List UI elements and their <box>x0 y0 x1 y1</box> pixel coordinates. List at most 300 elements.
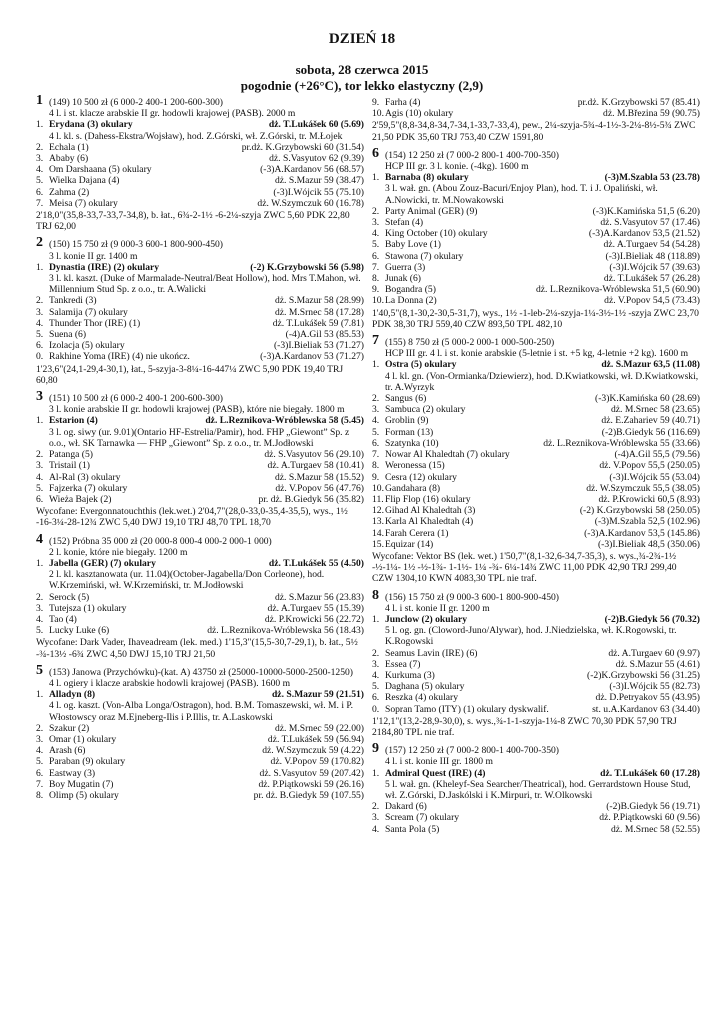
runner-position: 3. <box>372 217 380 229</box>
runner-row <box>372 768 700 779</box>
runner-row <box>372 704 700 715</box>
runner-position: 6. <box>372 437 380 449</box>
runner-position: 7. <box>36 778 44 790</box>
jockey-info: dż. T.Lukášek 60 (17.28) <box>600 767 700 779</box>
runner-row <box>372 108 700 119</box>
runner-position: 4. <box>372 228 380 240</box>
race-header-text: (152) Próbna 35 000 zł (20 000-8 000-4 000-2 000-1 000) <box>49 535 272 547</box>
horse-name: Equizar (14) <box>385 538 434 550</box>
horse-name: Stefan (4) <box>385 217 424 229</box>
runner-position: 8. <box>372 273 380 285</box>
jockey-info: dż. T.Lukášek 57 (26.28) <box>603 273 700 285</box>
runner-position: 4. <box>36 745 44 757</box>
runner-row <box>36 790 364 801</box>
jockey-info: (-3)A.Kardanov 53 (71.27) <box>260 351 364 363</box>
runner-row <box>36 318 364 329</box>
race-result: 2'59,5"(8,8-34,8-34,7-34,1-33,7-33,4), pew., 2¼-szyja-5¾-4-1½-3-2¼-8½-5¾ ZWC 21,50 PDK 35,60 TRJ 753,40 CZW 1591,80 <box>372 120 696 143</box>
race-header <box>36 93 364 108</box>
runner-position: 12. <box>372 505 384 517</box>
runner-position: 2. <box>36 141 44 153</box>
runner-position: 5. <box>36 625 44 637</box>
horse-name: Agis (10) okulary <box>385 108 454 120</box>
horse-name: King October (10) okulary <box>385 228 488 240</box>
runner-row <box>372 681 700 692</box>
jockey-info: dż. M.Srnec 58 (17.28) <box>275 306 364 318</box>
jockey-info: pr.dż. K.Grzybowski 57 (85.41) <box>577 97 700 108</box>
horse-name: Ababy (6) <box>49 153 89 165</box>
runner-position: 4. <box>36 613 44 625</box>
race-number: 6 <box>372 145 379 161</box>
horse-name: Flip Flop (16) okulary <box>385 493 471 505</box>
right-column <box>372 97 700 842</box>
runner-row <box>36 756 364 767</box>
runner-row <box>36 198 364 209</box>
horse-name: Barnaba (8) okulary <box>385 172 469 184</box>
jockey-info: (-3)A.Kardanov 56 (68.57) <box>260 164 364 176</box>
jockey-info: dż. V.Popov 54,5 (73.43) <box>604 295 700 307</box>
horse-name: Om Darshaana (5) okulary <box>49 164 152 176</box>
horse-name: Gandahara (8) <box>385 482 441 494</box>
jockey-info: dż. T.Lukášek 59 (56.94) <box>267 733 364 745</box>
runner-row <box>36 119 364 130</box>
horse-name: Szakur (2) <box>49 722 90 734</box>
jockey-info: dż. P.Krowicki 56 (22.72) <box>264 613 364 625</box>
runner-row <box>372 659 700 670</box>
runner-row <box>36 592 364 603</box>
runner-row <box>372 295 700 306</box>
race-block <box>372 145 700 330</box>
jockey-info: dż. M.Srnec 59 (22.00) <box>275 722 364 734</box>
jockey-info: (-3)I.Wójcik 57 (39.63) <box>609 261 700 273</box>
horse-name: Kurkuma (3) <box>385 669 435 681</box>
runner-position: 5. <box>36 756 44 768</box>
runner-position: 5. <box>372 239 380 251</box>
runner-position: 5. <box>372 426 380 438</box>
horse-name: Eastway (3) <box>49 767 96 779</box>
horse-name: Thunder Thor (IRE) (1) <box>49 317 141 329</box>
race-header-text: (151) 10 500 zł (6 000-2 400-1 200-600-300) <box>49 393 223 405</box>
horse-name: Meisa (7) okulary <box>49 197 118 209</box>
horse-name: Tao (4) <box>49 613 77 625</box>
race-result: Wycofane: Evergonnatouchthis (lek.wet.) 2'04,7"(28,0-33,0-35,4-35,5), wys., 1½ -16-3¼-28-12¾ ZWC 5,40 DWJ 19,10 TRJ 48,70 TPL 18,70 <box>36 506 348 529</box>
jockey-info: (-4)A.Gil 55,5 (79.56) <box>614 449 700 461</box>
runner-row <box>36 483 364 494</box>
horse-name: Reszka (4) okulary <box>385 692 458 704</box>
date-line: sobota, 28 czerwca 2015 <box>295 62 429 77</box>
runner-row <box>372 393 700 404</box>
jockey-info: dż. V.Popov 55,5 (250.05) <box>599 460 700 472</box>
winner-details: 4 l. og. kaszt. (Von-Alba Longa/Ostragon), hod. B.M. Tomaszewski, wł. M. i P. Włostowscy oraz M.Ejneberg-Ilis i P.Illis, tr. A.Laskowski <box>49 700 354 723</box>
horse-name: Guerra (3) <box>385 261 426 273</box>
race-header-text: (150) 15 750 zł (9 000-3 600-1 800-900-450) <box>49 239 223 251</box>
horse-name: Tristail (1) <box>49 460 90 472</box>
jockey-info: dż. V.Popov 59 (170.82) <box>270 756 364 768</box>
runner-position: 10. <box>372 108 384 120</box>
runner-row <box>36 415 364 426</box>
horse-name: Suena (6) <box>49 329 87 341</box>
race-conditions: 4 l. i st. konie II gr. 1200 m <box>385 602 490 614</box>
runner-position: 6. <box>372 692 380 704</box>
jockey-info: (-3)I.Wójcik 55 (82.73) <box>609 681 700 693</box>
runner-position: 6. <box>36 493 44 505</box>
race-number: 1 <box>36 93 43 108</box>
horse-name: Tutejsza (1) okulary <box>49 602 127 614</box>
horse-name: Zahma (2) <box>49 186 90 198</box>
jockey-info: dż. V.Popov 56 (47.76) <box>275 482 364 494</box>
jockey-info: dż. M.Březina 59 (90.75) <box>603 108 700 120</box>
horse-name: Al-Ral (3) okulary <box>49 471 121 483</box>
jockey-info: pr. dż. B.Giedyk 56 (35.82) <box>258 493 364 505</box>
runner-row <box>372 251 700 262</box>
horse-name: Sangus (6) <box>385 393 427 405</box>
horse-name: Farha (4) <box>385 97 421 108</box>
runner-row <box>36 142 364 153</box>
runner-position: 0. <box>372 703 380 715</box>
winner-details: 3 l. og. siwy (ur. 9.01)(Ontario HF-Estrelia/Pamir), hod. FHP „Giewont” Sp. z o.o., wł. SK Tarnawka — FHP „Giewont” Sp. z o.o., tr. M.Jodłowski <box>49 426 350 449</box>
runner-row <box>36 449 364 460</box>
runner-position: 3. <box>36 602 44 614</box>
runner-row <box>372 801 700 812</box>
runner-position: 8. <box>372 460 380 472</box>
runner-row <box>372 427 700 438</box>
runner-row <box>372 273 700 284</box>
jockey-info: dż. S.Mazur 56 (23.83) <box>275 591 364 603</box>
jockey-info: dż. S.Mazur 63,5 (11.08) <box>601 359 700 371</box>
runner-position: 2. <box>36 295 44 307</box>
jockey-info: (-3)I.Wójcik 55 (75.10) <box>273 186 364 198</box>
horse-name: Party Animal (GER) (9) <box>385 205 478 217</box>
runner-position: 1. <box>36 415 44 427</box>
jockey-info: (-3)I.Wójcik 55 (53.04) <box>609 471 700 483</box>
horse-name: Sambuca (2) okulary <box>385 404 466 416</box>
winner-details: 4 l. kl. gn. (Von-Ormianka/Dziewierz), hod. D.Kwiatkowski, wł. D.Kwiatkowski, tr. A.Wyrzyk <box>385 370 699 393</box>
jockey-info: dż. T.Lukášek 59 (7.81) <box>272 317 364 329</box>
runner-row <box>36 779 364 790</box>
runner-position: 15. <box>372 538 384 550</box>
runner-position: 4. <box>36 471 44 483</box>
race-header <box>36 531 364 547</box>
runner-row <box>372 648 700 659</box>
race-header-text: (156) 15 750 zł (9 000-3 600-1 800-900-450) <box>385 591 559 603</box>
horse-name: Olimp (5) okulary <box>49 789 119 801</box>
runner-position: 6. <box>36 767 44 779</box>
horse-name: Omar (1) okulary <box>49 733 117 745</box>
horse-name: Santa Pola (5) <box>385 823 440 835</box>
race-block <box>36 531 364 660</box>
runner-position: 1. <box>372 359 380 371</box>
jockey-info: (-3)K.Kamińska 51,5 (6.20) <box>592 205 700 217</box>
runner-row <box>36 262 364 273</box>
jockey-info: dż. S.Vasyutov 57 (17.46) <box>600 217 700 229</box>
runner-row <box>36 614 364 625</box>
jockey-info: (-3)I.Bieliak 48,5 (350.06) <box>597 538 700 550</box>
runner-position: 3. <box>36 460 44 472</box>
runner-row <box>36 153 364 164</box>
runner-row <box>372 472 700 483</box>
race-number: 9 <box>372 741 379 757</box>
horse-name: Salamija (7) okulary <box>49 306 128 318</box>
runner-row <box>372 172 700 183</box>
runner-position: 5. <box>36 329 44 341</box>
jockey-info: (-2) K.Grzybowski 58 (250.05) <box>579 505 700 517</box>
race-header-text: (157) 12 250 zł (7 000-2 800-1 400-700-350) <box>385 745 559 757</box>
runner-position: 10. <box>372 482 384 494</box>
runner-row <box>372 670 700 681</box>
winner-details: 4 l. kl. s. (Dahess-Ekstra/Wojsław), hod. Z.Górski, wł. Z.Górski, tr. M.Łojek <box>49 130 343 142</box>
runner-position: 13. <box>372 516 384 528</box>
runner-position: 1. <box>372 767 380 779</box>
jockey-info: (-4)A.Gil 53 (85.53) <box>285 329 364 341</box>
race-conditions: 2 l. konie, które nie biegały. 1200 m <box>49 546 188 558</box>
horse-name: Forman (13) <box>385 426 434 438</box>
horse-name: Patanga (5) <box>49 449 93 461</box>
race-conditions: 4 l. ogiery i klacze arabskie hodowli krajowej (PASB). 1600 m <box>49 677 291 689</box>
jockey-info: pr. dż. B.Giedyk 59 (107.55) <box>253 789 364 801</box>
runner-position: 3. <box>36 153 44 165</box>
horse-name: Wieża Bajek (2) <box>49 493 112 505</box>
race-conditions: 4 l. i st. konie III gr. 1800 m <box>385 756 493 768</box>
runner-position: 2. <box>372 801 380 813</box>
jockey-info: dż. A.Turgaev 54 (54.28) <box>603 239 700 251</box>
jockey-info: dż. D.Petryakov 55 (43.95) <box>595 692 700 704</box>
runner-row <box>36 689 364 700</box>
jockey-info: dż. S.Vasyutov 59 (207.42) <box>259 767 364 779</box>
jockey-info: dż. L.Reznikova-Wróblewska 55 (33.66) <box>543 437 700 449</box>
runner-row <box>372 449 700 460</box>
runner-position: 4. <box>372 823 380 835</box>
runner-position: 2. <box>36 591 44 603</box>
runner-row <box>372 284 700 295</box>
runner-row <box>372 415 700 426</box>
jockey-info: dż. S.Mazur 58 (15.52) <box>275 471 364 483</box>
runner-position: 5. <box>36 482 44 494</box>
runner-row <box>36 340 364 351</box>
jockey-info: (-2)B.Giedyk 56 (70.32) <box>604 613 700 625</box>
runner-position: 3. <box>372 812 380 824</box>
race-conditions: HCP III gr. 3 l. konie. (-4kg). 1600 m <box>385 161 529 173</box>
jockey-info: dż. L.Reznikova-Wróblewska 56 (18.43) <box>207 625 364 637</box>
runner-position: 2. <box>372 647 380 659</box>
runner-row <box>372 217 700 228</box>
runner-row <box>36 734 364 745</box>
runner-position: 7. <box>372 449 380 461</box>
horse-name: Erydana (3) okulary <box>49 119 133 131</box>
runner-row <box>372 359 700 370</box>
jockey-info: dż. S.Mazur 59 (38.47) <box>275 175 364 187</box>
jockey-info: st. u.A.Kardanov 63 (34.40) <box>592 703 700 715</box>
horse-name: Bogandra (5) <box>385 284 436 296</box>
race-block <box>372 741 700 835</box>
race-block <box>36 93 364 233</box>
jockey-info: dż. W.Szymczuk 55,5 (38.05) <box>586 482 700 494</box>
race-block <box>372 97 700 143</box>
runner-row <box>372 228 700 239</box>
runner-position: 2. <box>36 449 44 461</box>
runner-row <box>372 262 700 273</box>
runner-position: 3. <box>36 306 44 318</box>
weather-line: pogodnie (+26°C), tor lekko elastyczny (2,9) <box>240 78 484 93</box>
runner-row <box>372 206 700 217</box>
runner-position: 1. <box>36 689 44 701</box>
jockey-info: (-2) K.Grzybowski 56 (5.98) <box>250 261 364 273</box>
horse-name: Cesra (12) okulary <box>385 471 457 483</box>
horse-name: Ostra (5) okulary <box>385 359 457 371</box>
jockey-info: dż. M.Srnec 58 (23.65) <box>611 404 700 416</box>
race-header <box>36 235 364 251</box>
horse-name: Izolacja (5) okulary <box>49 340 125 352</box>
jockey-info: pr.dż. K.Grzybowski 60 (31.54) <box>241 141 364 153</box>
jockey-info: (-3)M.Szabla 52,5 (102.96) <box>594 516 700 528</box>
race-header-text: (154) 12 250 zł (7 000-2 800-1 400-700-350) <box>385 149 559 161</box>
runner-position: 2. <box>372 205 380 217</box>
runner-row <box>372 692 700 703</box>
jockey-info: dż. T.Lukášek 60 (5.69) <box>268 119 364 131</box>
runner-row <box>372 404 700 415</box>
horse-name: Jabella (GER) (7) okulary <box>49 557 156 569</box>
horse-name: Boy Mugatin (7) <box>49 778 114 790</box>
race-header <box>372 333 700 349</box>
horse-name: Paraban (9) okulary <box>49 756 126 768</box>
race-header-text: (153) Janowa (Przychówku)-(kat. A) 43750 zł (25000-10000-5000-2500-1250) <box>49 666 354 678</box>
horse-name: Arash (6) <box>49 745 86 757</box>
runner-position: 9. <box>372 97 380 108</box>
runner-row <box>36 768 364 779</box>
runner-position: 0. <box>36 351 44 363</box>
runner-row <box>372 539 700 550</box>
jockey-info: dż. S.Mazur 55 (4.61) <box>615 658 700 670</box>
runner-row <box>36 351 364 362</box>
runner-row <box>372 494 700 505</box>
jockey-info: dż. A.Turgaev 55 (15.39) <box>267 602 364 614</box>
race-header <box>36 662 364 678</box>
jockey-info: (-3)M.Szabla 53 (23.78) <box>604 172 700 184</box>
race-block <box>36 662 364 801</box>
jockey-info: (-3)K.Kamińska 60 (28.69) <box>595 393 700 405</box>
jockey-info: (-2)B.Giedyk 56 (19.71) <box>606 801 700 813</box>
jockey-info: dż. E.Zahariev 59 (40.71) <box>601 415 700 427</box>
winner-details: 5 l. og. gn. (Cloword-Juno/Alywar), hod. J.Niedzielska, wł. K.Rogowski, tr. K.Rogowski <box>385 625 677 648</box>
jockey-info: (-3)I.Bieliak 53 (71.27) <box>273 340 364 352</box>
horse-name: Gihad Al Khaledtah (3) <box>385 505 476 517</box>
runner-row <box>372 824 700 835</box>
horse-name: Groblin (9) <box>385 415 429 427</box>
runner-row <box>372 239 700 250</box>
runner-row <box>372 438 700 449</box>
runner-row <box>372 516 700 527</box>
jockey-info: dż. L.Reznikova-Wróblewska 58 (5.45) <box>205 415 364 427</box>
runner-position: 7. <box>372 261 380 273</box>
race-block <box>36 389 364 529</box>
runner-row <box>372 505 700 516</box>
race-number: 8 <box>372 587 379 603</box>
race-conditions: 3 l. konie II gr. 1400 m <box>49 250 138 262</box>
horse-name: Estarion (4) <box>49 415 98 427</box>
runner-row <box>36 558 364 569</box>
runner-row <box>372 812 700 823</box>
runner-position: 2. <box>372 393 380 405</box>
jockey-info: dż. S.Vasyutov 56 (29.10) <box>264 449 364 461</box>
horse-name: Wielka Dajana (4) <box>49 175 120 187</box>
jockey-info: dż. P.Piątkowski 60 (9.56) <box>599 812 700 824</box>
runner-position: 4. <box>372 415 380 427</box>
jockey-info: dż. A.Turgaev 58 (10.41) <box>267 460 364 472</box>
race-result: 1'40,5"(8,1-30,2-30,5-31,7), wys., 1½ -1-leb-2¼-szyja-1¼-3½-1½ -szyja ZWC 23,70 PDK 38,30 TRJ 559,40 CZW 893,50 TPL 482,10 <box>372 307 699 330</box>
race-conditions: 4 l. i st. klacze arabskie II gr. hodowli krajowej (PASB). 2000 m <box>49 108 296 120</box>
runner-row <box>36 307 364 318</box>
horse-name: Essea (7) <box>385 658 421 670</box>
horse-name: Dynastia (IRE) (2) okulary <box>49 261 160 273</box>
runner-position: 1. <box>36 261 44 273</box>
runner-row <box>36 494 364 505</box>
runner-position: 7. <box>36 197 44 209</box>
race-result: 2'18,0"(35,8-33,7-33,7-34,8), b. łat., 6¾-2-1½ -6-2¼-szyja ZWC 5,60 PDK 22,80 TRJ 62,00 <box>36 210 350 233</box>
runner-position: 6. <box>372 250 380 262</box>
winner-details: 2 l. kl. kasztanowata (ur. 11.04)(October-Jagabella/Don Corleone), hod. W.Krzemiński, wł. W.Krzemiński, tr. M.Jodłowski <box>49 569 325 592</box>
runner-row <box>36 745 364 756</box>
race-result: 1'23,6"(24,1-29,4-30,1), łat., 5-szyja-3-8¼-16-447¼ ZWC 5,90 PDK 19,40 TRJ 60,80 <box>36 363 344 386</box>
race-result: 1'12,1"(13,2-28,9-30,0), s. wys.,¾-1-1-szyja-1¼-8 ZWC 70,30 PDK 57,90 TRJ 2184,80 TPL nie traf. <box>372 715 677 738</box>
runner-position: 3. <box>372 404 380 416</box>
runner-position: 4. <box>36 164 44 176</box>
runner-position: 5. <box>36 175 44 187</box>
race-number: 7 <box>372 333 379 349</box>
horse-name: Weronessa (15) <box>385 460 445 472</box>
runner-row <box>36 603 364 614</box>
horse-name: Seamus Lavin (IRE) (6) <box>385 647 478 659</box>
jockey-info: (-2)B.Giedyk 56 (116.69) <box>601 426 700 438</box>
runner-row <box>372 460 700 471</box>
horse-name: Serock (5) <box>49 591 90 603</box>
jockey-info: (-3)A.Kardanov 53,5 (145.86) <box>584 527 700 539</box>
winner-details: 5 l. wał. gn. (Kheleyf-Sea Searcher/Theatrical), hod. Gerrardstown House Stud, wł. Z.Górski, D.Jaskólski i K.Mirpuri, tr. W.Olkowski <box>385 778 691 801</box>
race-result: Wycofane: Dark Vader, Ihaveadream (lek. med.) 1'15,3"(15,5-30,7-29,1), b. łat., 5½ -¾-13½ -6¾ ZWC 4,50 DWJ 15,10 TRJ 21,50 <box>36 637 358 660</box>
race-header <box>372 587 700 603</box>
runner-position: 3. <box>372 658 380 670</box>
runner-row <box>36 295 364 306</box>
runner-position: 10. <box>372 295 384 307</box>
jockey-info: dż. S.Mazur 59 (21.51) <box>271 689 364 701</box>
runner-position: 4. <box>372 669 380 681</box>
runner-row <box>36 460 364 471</box>
race-header <box>372 145 700 161</box>
winner-details: 3 l. kl. kaszt. (Duke of Marmalade-Neutral/Beat Hollow), hod. Mrs T.Mahon, wł. Millennium Stud Sp. z o.o., tr. A.Walicki <box>49 273 361 296</box>
horse-name: La Donna (2) <box>385 295 437 307</box>
race-conditions: HCP III gr. 4 l. i st. konie arabskie (5-letnie i st. +5 kg, 4-letnie +2 kg). 1600 m <box>385 348 689 360</box>
horse-name: Admiral Quest (IRE) (4) <box>385 767 486 779</box>
race-number: 2 <box>36 235 43 251</box>
race-header <box>36 389 364 405</box>
runner-position: 1. <box>36 119 44 131</box>
runner-row <box>36 164 364 175</box>
horse-name: Baby Love (1) <box>385 239 441 251</box>
race-header <box>372 741 700 757</box>
runner-row <box>372 97 700 108</box>
page-title: DZIEŃ 18 <box>328 31 396 47</box>
race-number: 3 <box>36 389 43 405</box>
jockey-info: (-3)A.Kardanov 53,5 (21.52) <box>588 228 700 240</box>
horse-name: Daghana (5) okulary <box>385 681 465 693</box>
jockey-info: dż. W.Szymczuk 59 (4.22) <box>262 745 364 757</box>
jockey-info: dż. W.Szymczuk 60 (16.78) <box>257 197 364 209</box>
runner-position: 1. <box>36 557 44 569</box>
runner-row <box>36 329 364 340</box>
runner-position: 11. <box>372 493 384 505</box>
jockey-info: dż. T.Lukášek 55 (4.50) <box>268 557 364 569</box>
runner-row <box>372 528 700 539</box>
runner-position: 9. <box>372 471 380 483</box>
runner-position: 4. <box>36 317 44 329</box>
horse-name: Tankredi (3) <box>49 295 97 307</box>
